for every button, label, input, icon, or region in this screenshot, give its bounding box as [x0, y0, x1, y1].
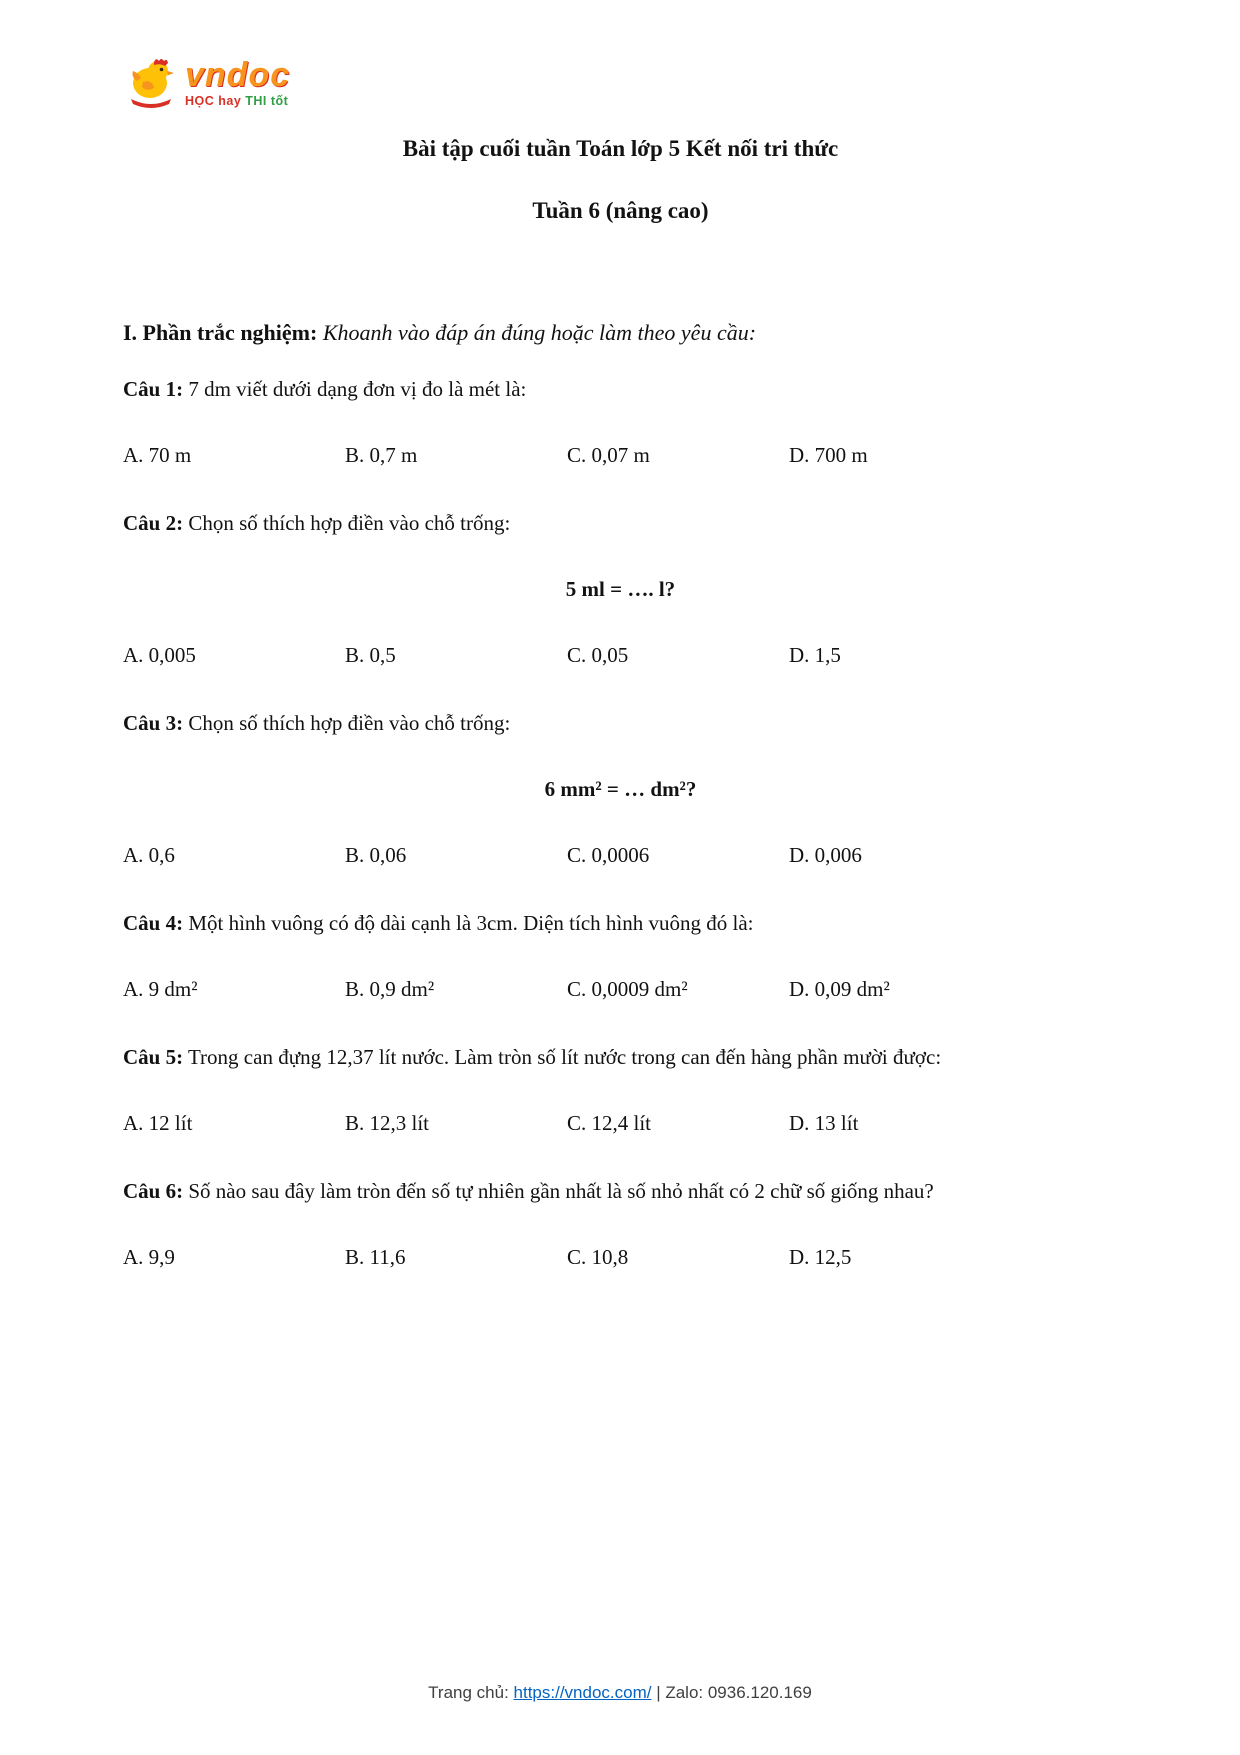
question-label: Câu 4:: [123, 911, 184, 935]
question-3: [123, 700, 1118, 878]
option-b: B. 12,3 lít: [345, 1111, 430, 1135]
question-2: [123, 500, 1118, 678]
options-row: [123, 432, 1118, 478]
option-a: A. 0,6: [123, 843, 175, 867]
option-a: A. 12 lít: [123, 1111, 193, 1135]
options-row: [123, 632, 1118, 678]
option-b: B. 0,06: [345, 843, 407, 867]
question-text: [123, 500, 1118, 546]
question-label: Câu 1:: [123, 377, 184, 401]
option-a: A. 70 m: [123, 443, 192, 467]
question-1: [123, 366, 1118, 478]
option-d: D. 13 lít: [789, 1111, 859, 1135]
question-equation: 6 mm² = … dm²?: [544, 777, 697, 801]
option-d: D. 700 m: [789, 443, 868, 467]
question-label: Câu 3:: [123, 711, 184, 735]
options-row: [123, 1100, 1118, 1146]
vndoc-logo: [123, 52, 1118, 114]
footer-home-link[interactable]: https://vndoc.com/: [513, 1683, 652, 1702]
option-c: C. 0,0009 dm²: [567, 977, 688, 1001]
logo-text: [185, 58, 290, 108]
option-b: B. 11,6: [345, 1245, 406, 1269]
option-d: D. 12,5: [789, 1245, 852, 1269]
section-intro: [123, 310, 1118, 356]
option-a: A. 0,005: [123, 643, 196, 667]
option-c: C. 0,07 m: [567, 443, 650, 467]
option-b: B. 0,9 dm²: [345, 977, 435, 1001]
question-text: [123, 366, 1118, 412]
option-c: C. 10,8: [567, 1245, 629, 1269]
logo-brand: vndoc: [185, 56, 291, 95]
page-subtitle: Tuần 6 (nâng cao): [532, 198, 709, 223]
option-c: C. 12,4 lít: [567, 1111, 652, 1135]
option-d: D. 0,006: [789, 843, 862, 867]
question-4: [123, 900, 1118, 1012]
question-text: [123, 900, 1118, 946]
question-label: Câu 2:: [123, 511, 184, 535]
section-label: I. Phần trắc nghiệm:: [123, 320, 318, 345]
option-a: A. 9 dm²: [123, 977, 198, 1001]
question-equation: 5 ml = …. l?: [565, 577, 676, 601]
option-a: A. 9,9: [123, 1245, 175, 1269]
question-body: Một hình vuông có độ dài cạnh là 3cm. Diện tích hình vuông đó là:: [188, 911, 754, 935]
option-b: B. 0,5: [345, 643, 396, 667]
question-text: [123, 1168, 1118, 1214]
page-footer: [0, 1683, 1240, 1703]
section-instruction: Khoanh vào đáp án đúng hoặc làm theo yêu cầu:: [322, 320, 757, 345]
options-row: [123, 832, 1118, 878]
question-text: [123, 1034, 1118, 1080]
footer-suffix: | Zalo: 0936.120.169: [651, 1683, 812, 1702]
chicken-mascot-icon: [123, 55, 179, 111]
question-body: Số nào sau đây làm tròn đến số tự nhiên gần nhất là số nhỏ nhất có 2 chữ số giống nhau?: [188, 1179, 934, 1203]
question-6: [123, 1168, 1118, 1280]
question-body: Chọn số thích hợp điền vào chỗ trống:: [188, 711, 511, 735]
logo-tagline-red: HỌC hay: [185, 94, 246, 109]
question-body: Trong can đựng 12,37 lít nước. Làm tròn số lít nước trong can đến hàng phần mười được:: [187, 1045, 942, 1069]
option-d: D. 0,09 dm²: [789, 977, 890, 1001]
question-text: [123, 700, 1118, 746]
page-title: Bài tập cuối tuần Toán lớp 5 Kết nối tri thức: [402, 136, 839, 161]
option-c: C. 0,05: [567, 643, 629, 667]
question-5: [123, 1034, 1118, 1146]
option-c: C. 0,0006: [567, 843, 650, 867]
question-body: Chọn số thích hợp điền vào chỗ trống:: [188, 511, 511, 535]
question-label: Câu 5:: [123, 1045, 184, 1069]
question-body: 7 dm viết dưới dạng đơn vị đo là mét là:: [188, 377, 527, 401]
logo-tagline: [185, 95, 290, 108]
question-label: Câu 6:: [123, 1179, 184, 1203]
option-d: D. 1,5: [789, 643, 841, 667]
logo-tagline-green: THI tốt: [245, 94, 289, 109]
option-b: B. 0,7 m: [345, 443, 418, 467]
options-row: [123, 966, 1118, 1012]
footer-prefix: Trang chủ:: [428, 1683, 514, 1702]
options-row: [123, 1234, 1118, 1280]
